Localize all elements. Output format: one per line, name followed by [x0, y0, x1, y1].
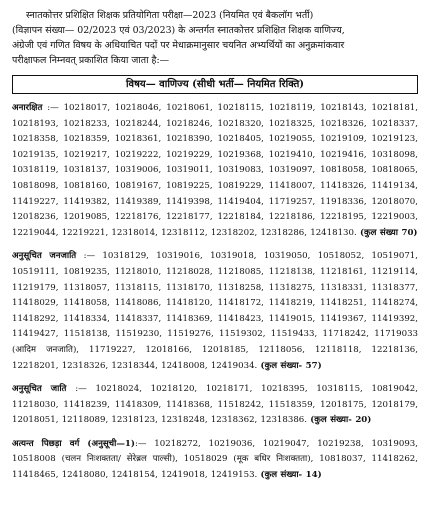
section-label: अनुसूचित जाति [12, 384, 67, 395]
section-scheduled-caste [12, 382, 418, 429]
section-label: अत्यन्त पिछड़ा वर्ग (अनुसूची—1) [12, 438, 135, 449]
total-count: (कुल संख्या- 57) [260, 360, 322, 371]
header-line-2: (विज्ञापन संख्या— 02/2023 एवं 03/2023) के अन्तर्गत स्नातकोत्तर प्रशिक्षित शिक्षक वाणिज्य, [12, 25, 345, 36]
roll-numbers: 10218017, 10218046, 10218061, 10218115, 10218119, 10218143, 10218181, 10218193, 10218233, 10218244, 10218246, 10218320, 10218325, 10218326, 10218337, 10218358, 10218359, 10218361, 10218390, 10218405, 10219055, 10219109, 10219123, 10219135, 10219217, 10219222, 10219229, 10219368, 10219410, 10219416, 10318098, 10318119, 10318137, 10319006, 10319011, 10319083, 10319097, 10818058, 10818065, 10818098, 10818160, 10819167, 10819225, 10819229, 11418007, 11418326, 11419134, 11419227, 11419382, 11419389, 11419398, 11419404, 11719257, 11918336, 12018070, 12018236, 12019085, 12218176, 12218177, 12218184, 12218186, 12218195, 12219003, 12219044, 12219221, 12318014, 12318112, 12318202, 12318286, 12418130. [12, 103, 419, 238]
section-separator: :— [66, 384, 96, 395]
section-separator: :— [76, 251, 103, 262]
total-count: (कुल संख्या 70) [359, 227, 418, 238]
section-scheduled-tribe [12, 249, 418, 374]
section-separator: :— [134, 438, 155, 449]
total-count: (कुल संख्या- 20) [310, 415, 372, 426]
total-count: (कुल संख्या- 14) [260, 470, 322, 481]
roll-numbers: 10218024, 10218120, 10218171, 10218395, 10318115, 10819042, 11218030, 11418239, 11418309, 11418368, 11518242, 11518359, 12018175, 12018179, 12018051, 12118089, 12318123, 12318248, 12318362, 12318386. [12, 384, 419, 426]
section-label: अनुसूचित जनजाति [12, 251, 77, 262]
section-separator: :— [42, 103, 64, 113]
header-line-3: अंग्रेजी एवं गणित विषय के अधियाचित पदों पर मेधाक्रमानुसार चयनित अभ्यर्थियों का अनुक्रमांकवार [12, 40, 345, 51]
section-unreserved [12, 101, 418, 241]
header-line-4: परीक्षाफल निम्नवत् प्रकाशित किया जाता है:— [12, 55, 170, 66]
section-label: अनारक्षित [12, 103, 43, 113]
roll-numbers: 10218272, 10219036, 10219047, 10219238, 10319093, 10518008 (चलन निःशक्तता/ सेरेब्रल पाल्सी), 10518029 (मूक बधिर निःशक्तता), 10818037, 11418262, 11418465, 12418080, 12418154, 12419018, 12419153. [12, 438, 418, 481]
subject-heading: विषय— वाणिज्य (सीधी भर्ती— नियमित रिक्ति) [12, 75, 418, 94]
roll-numbers: 10318129, 10319016, 10319018, 10319050, 10518052, 10519071, 10519111, 10819235, 11218010, 11218028, 11218085, 11218138, 11218161, 11219114, 11219179, 11318057, 11318115, 11318170, 11318258, 11318275, 11318331, 11318377, 11418029, 11418058, 11418086, 11418120, 11418172, 11418219, 11418251, 11418274, 11418292, 11418334, 11418337, 11418369, 11418423, 11419015, 11419367, 11419392, 11419427, 11518138, 11519230, 11519276, 11519302, 11519433, 11718242, 11719033 (आदिम जनजाति), 11719227, 12018166, 12018185, 12118056, 12118118, 12218136, 12218201, 12318326, 12318344, 12418008, 12419034. [12, 251, 419, 371]
header-line-1: स्नातकोत्तर प्रशिक्षित शिक्षक प्रतियोगिता परीक्षा—2023 (नियमित एवं बैकलॉग भर्ती) [26, 10, 314, 21]
section-extremely-backward-class [12, 437, 418, 484]
